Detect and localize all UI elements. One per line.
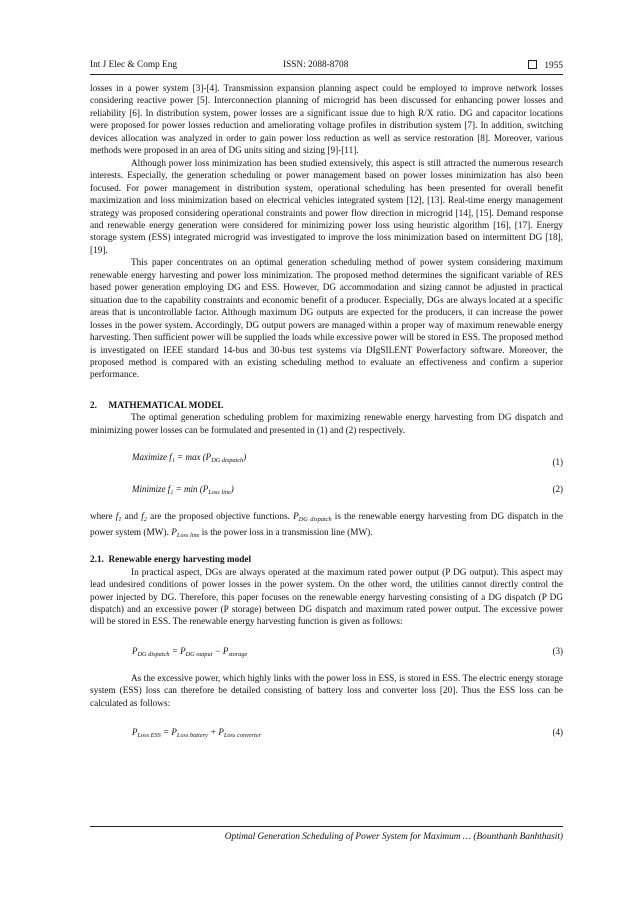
equation-3 [90, 639, 563, 673]
equation-2-expression: Minimize $f_2 = \min (P_{Loss line})$ [132, 484, 234, 497]
paragraph-4: The optimal generation scheduling problem for maximizing renewable energy harvesting from DG dispatch and minimizing power losses can be formulated and presented in (1) and (2) respectively. [90, 413, 563, 436]
running-header [90, 58, 563, 75]
paragraph-6: In practical aspect, DGs are always operated at the maximum rated power output (P DG output). This aspect may lead undesired conditions of power losses in the power system. On the other word, the utilities cannot directly control the power injected by DG. Therefore, this paper focuses on the renewable energy harvesting consisting of a DG dispatch (P DG dispatch) and an excessive power (P storage) between DG dispatch and maximum rated power output. The excessive power will be stored in ESS. The renewable energy harvesting function is given as follows: [90, 567, 563, 628]
journal-name: Int J Elec & Comp Eng [90, 60, 178, 70]
paragraph-2: Although power loss minimization has been studied extensively, this aspect is still attracted the numerous research interests. Especially, the generation scheduling or power management based on power losses minimization has also been focused. For power management in distribution system, operational scheduling has been presented for overall benefit maximization and loss minimization based on electrical vehicles integrated system [12], [13]. Real-time energy management strategy was proposed considering operational constraints and power flow direction in microgrid [14], [15]. Demand response and renewable energy generation were considered for minimizing power loss using heuristic algorithm [16], [17]. Energy storage system (ESS) integrated microgrid was investigated to improve the loss minimization based on intermittent DG [18], [19]. [90, 158, 563, 256]
issn: ISSN: 2088-8708 [283, 60, 349, 70]
equation-1 [90, 445, 563, 477]
equation-2 [90, 477, 563, 511]
page-number-group [528, 60, 563, 71]
running-footer [90, 826, 563, 842]
section-2-heading: 2. MATHEMATICAL MODEL [90, 400, 224, 411]
equation-2-number: (2) [552, 484, 563, 495]
footer-running-title: Optimal Generation Scheduling of Power System for Maximum … (Bounthanh Banhthasit) [224, 832, 563, 842]
subsection-2-1-heading: 2.1. Renewable energy harvesting model [90, 555, 252, 566]
equation-4 [90, 720, 563, 744]
page-number: 1955 [544, 61, 563, 71]
paragraph-7: As the excessive power, which highly links with the power loss in ESS, is stored in ESS. The electric energy storage system (ESS) loss can therefore be detailed consisting of battery loss and converter loss [20]. Thus the ESS loss can be calculated as follows: [90, 673, 563, 709]
equation-3-expression: $P_{DG dispatch} = P_{DG output} - P_{storage}$ [132, 645, 248, 658]
equation-1-number: (1) [552, 457, 563, 468]
equation-1-expression: Maximize $f_1 = \max (P_{DG dispatch})$ [132, 452, 247, 465]
paragraph-3: This paper concentrates on an optimal generation scheduling method of power system considering maximum renewable energy harvesting and power loss minimization. The proposed method determines the significant variable of RES based power generation employing DG and ESS. However, DG accommodation and sizing cannot be adjusted in practical situation due to the capability constraints and economic benefit of a producer. Especially, DGs are always located at a specific areas that is uncontrollable factor. Although maximum DG outputs are expected for the producers, it can increase the power losses in the power system. Accordingly, DG output powers are managed within a proper way of maximum renewable energy harvesting. Then sufficient power will be supplied the loads while excessive power will be stored in ESS. The proposed method is investigated on IEEE standard 14-bus and 30-bus test systems via DIgSILENT Powerfactory software. Moreover, the proposed method is compared with an existing scheduling method to evaluate an effectiveness and confirm a superior performance. [90, 258, 563, 381]
paragraph-1: losses in a power system [3]-[4]. Transmission expansion planning aspect could be employed to improve network losses considering reactive power [5]. Interconnection planning of microgrid has been discussed for enhancing power losses and reliability [6]. In distribution system, power losses are a significant issue due to high R/X ratio. DG and capacitor locations were proposed for power losses reduction and ameliorating voltage profiles in distribution system [7]. In addition, switching devices allocation was analyzed in order to gain power loss reduction as well as service restoration [8]. Moreover, various methods were proposed in an area of DG units siting and sizing [9]-[11]. [90, 84, 563, 157]
article-body [90, 83, 563, 744]
equation-3-number: (3) [552, 645, 563, 656]
equation-4-number: (4) [552, 727, 563, 738]
checkbox-square-icon [528, 60, 537, 69]
equation-4-expression: $P_{Loss ESS} = P_{Loss battery} + P_{Loss converter}$ [132, 727, 262, 740]
paragraph-5: where $f_1$ and $f_2$ are the proposed objective functions. $P_{DG dispatch}$ is the renewable energy harvesting from DG dispatch in the power system (MW). $P_{Loss line}$ is the power loss in a transmission line (MW). [90, 512, 563, 539]
